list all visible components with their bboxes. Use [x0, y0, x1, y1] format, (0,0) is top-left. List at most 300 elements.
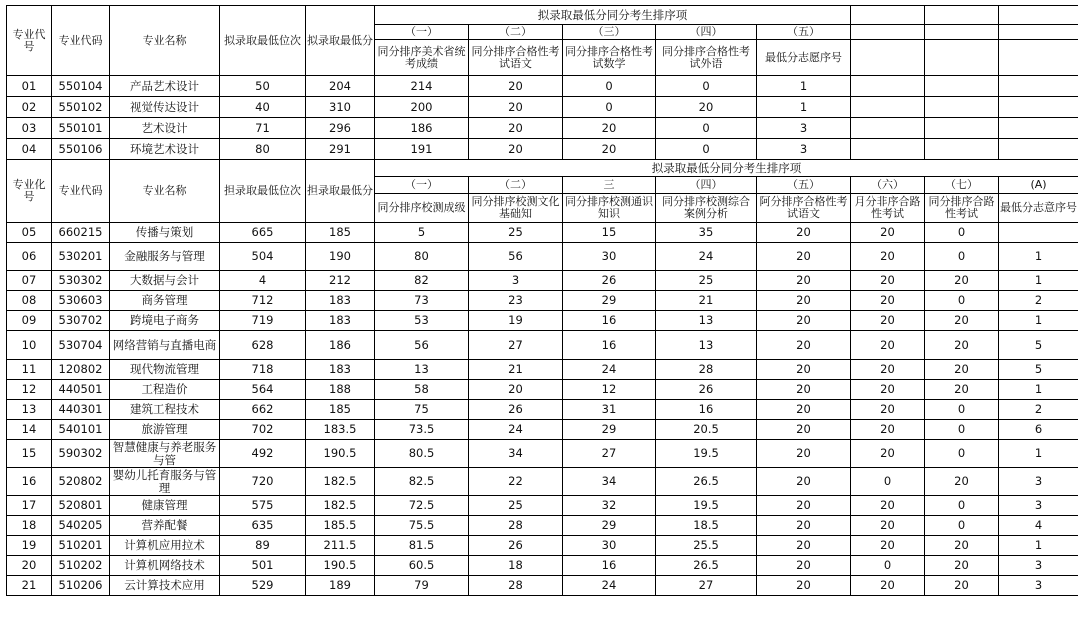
cell-sort-value: 4 [999, 516, 1079, 536]
cell-code-no: 12 [7, 380, 52, 400]
cell-min-score: 211.5 [306, 536, 375, 556]
cell-sort-value: 20 [469, 97, 563, 118]
cell-major-name: 环境艺术设计 [110, 139, 220, 160]
cell-major-name: 智慧健康与养老服务与管 [110, 440, 220, 468]
cell-sort-value: 24 [656, 243, 757, 271]
cell-major-code: 550104 [52, 76, 110, 97]
blank-cell [925, 6, 999, 25]
blank-cell [999, 40, 1079, 76]
cell-sort-value: 200 [375, 97, 469, 118]
cell-sort-value: 20 [851, 380, 925, 400]
table-row [7, 360, 1079, 380]
header-code-no: 专业化号 [7, 160, 52, 223]
cell-code-no: 05 [7, 223, 52, 243]
cell-min-score: 296 [306, 118, 375, 139]
cell-sort-value: 80.5 [375, 440, 469, 468]
cell-sort-value: 3 [999, 576, 1079, 596]
cell-major-code: 440501 [52, 380, 110, 400]
cell-min-score: 185 [306, 223, 375, 243]
cell-major-name: 现代物流管理 [110, 360, 220, 380]
cell-min-score: 185 [306, 400, 375, 420]
cell-major-name: 传播与策划 [110, 223, 220, 243]
sub-header-label: 同分排序合格性考试语文 [469, 40, 563, 76]
cell-sort-value: 16 [563, 556, 656, 576]
cell-sort-value: 0 [925, 400, 999, 420]
cell-sort-value: 25 [469, 496, 563, 516]
cell-sort-value: 186 [375, 118, 469, 139]
cell-min-rank: 89 [220, 536, 306, 556]
cell-sort-value: 22 [469, 468, 563, 496]
header-sort-group: 拟录取最低分同分考生排序项 [375, 6, 851, 25]
cell-sort-value: 20 [851, 271, 925, 291]
cell-sort-value: 1 [999, 380, 1079, 400]
cell-sort-value: 56 [375, 331, 469, 360]
blank-cell [851, 118, 925, 139]
cell-sort-value: 5 [999, 360, 1079, 380]
blank-cell [999, 97, 1079, 118]
cell-major-code: 440301 [52, 400, 110, 420]
cell-sort-value: 20 [757, 556, 851, 576]
header-min-rank: 拟录取最低位次 [220, 6, 306, 76]
cell-sort-value: 20 [757, 223, 851, 243]
cell-sort-value: 1 [757, 97, 851, 118]
cell-sort-value: 31 [563, 400, 656, 420]
table-row [7, 118, 1079, 139]
sub-header-label: 同分排序校测文化基础知 [469, 194, 563, 223]
blank-cell [851, 139, 925, 160]
cell-min-rank: 635 [220, 516, 306, 536]
cell-min-rank: 4 [220, 271, 306, 291]
cell-min-score: 185.5 [306, 516, 375, 536]
cell-sort-value: 13 [656, 331, 757, 360]
sub-header-num: （五） [757, 25, 851, 40]
sub-header-num: （四） [656, 177, 757, 194]
cell-min-score: 183.5 [306, 420, 375, 440]
cell-sort-value: 5 [999, 331, 1079, 360]
cell-sort-value: 26 [469, 400, 563, 420]
cell-sort-value: 34 [469, 440, 563, 468]
cell-sort-value: 28 [469, 516, 563, 536]
blank-cell [851, 6, 925, 25]
cell-sort-value: 28 [656, 360, 757, 380]
table-row [7, 400, 1079, 420]
table-row [7, 516, 1079, 536]
cell-sort-value: 0 [925, 291, 999, 311]
cell-sort-value: 20 [469, 76, 563, 97]
cell-major-name: 商务管理 [110, 291, 220, 311]
blank-cell [999, 6, 1079, 25]
sub-header-label: 同分排序校测成级 [375, 194, 469, 223]
cell-sort-value: 25 [469, 223, 563, 243]
cell-min-rank: 40 [220, 97, 306, 118]
table-row [7, 331, 1079, 360]
cell-major-name: 大数据与会计 [110, 271, 220, 291]
admission-score-sheet [6, 5, 1078, 642]
cell-sort-value: 0 [925, 223, 999, 243]
header-major-name: 专业名称 [110, 6, 220, 76]
cell-sort-value: 0 [925, 496, 999, 516]
cell-sort-value: 13 [375, 360, 469, 380]
sub-header-label: 同分排序校测通识知识 [563, 194, 656, 223]
cell-sort-value: 30 [563, 536, 656, 556]
cell-sort-value: 0 [925, 420, 999, 440]
cell-code-no: 16 [7, 468, 52, 496]
sub-header-num: （二） [469, 25, 563, 40]
cell-major-code: 530603 [52, 291, 110, 311]
sub-header-label: 最低分志愿序号 [757, 40, 851, 76]
sub-header-num: （四） [656, 25, 757, 40]
sub-header-num: （五） [757, 177, 851, 194]
blank-cell [851, 76, 925, 97]
cell-major-name: 产品艺术设计 [110, 76, 220, 97]
table-row [7, 311, 1079, 331]
table-row [7, 440, 1079, 468]
cell-sort-value: 32 [563, 496, 656, 516]
cell-sort-value: 20 [851, 496, 925, 516]
cell-major-code: 530302 [52, 271, 110, 291]
cell-sort-value: 214 [375, 76, 469, 97]
blank-cell [851, 40, 925, 76]
blank-cell [851, 25, 925, 40]
cell-min-score: 310 [306, 97, 375, 118]
cell-sort-value: 20 [851, 360, 925, 380]
sub-header-label: 月分非序合路性考试 [851, 194, 925, 223]
cell-sort-value: 20 [851, 400, 925, 420]
cell-major-code: 540101 [52, 420, 110, 440]
table-row [7, 536, 1079, 556]
header-major-code: 专业代码 [52, 6, 110, 76]
cell-sort-value: 28 [469, 576, 563, 596]
cell-sort-value: 21 [469, 360, 563, 380]
table-row [7, 556, 1079, 576]
cell-sort-value: 82.5 [375, 468, 469, 496]
cell-sort-value: 1 [999, 311, 1079, 331]
cell-sort-value: 24 [563, 360, 656, 380]
cell-sort-value: 1 [999, 536, 1079, 556]
cell-sort-value: 20 [851, 536, 925, 556]
cell-min-score: 186 [306, 331, 375, 360]
cell-sort-value: 27 [656, 576, 757, 596]
cell-major-name: 金融服务与管理 [110, 243, 220, 271]
blank-cell [999, 25, 1079, 40]
blank-cell [925, 118, 999, 139]
blank-cell [851, 97, 925, 118]
cell-code-no: 14 [7, 420, 52, 440]
cell-major-code: 550101 [52, 118, 110, 139]
cell-major-code: 540205 [52, 516, 110, 536]
sub-header-num: （一） [375, 25, 469, 40]
cell-code-no: 08 [7, 291, 52, 311]
cell-major-code: 520802 [52, 468, 110, 496]
cell-major-name: 艺术设计 [110, 118, 220, 139]
cell-min-score: 182.5 [306, 468, 375, 496]
cell-major-code: 660215 [52, 223, 110, 243]
table-row [7, 496, 1079, 516]
cell-code-no: 21 [7, 576, 52, 596]
cell-code-no: 03 [7, 118, 52, 139]
cell-sort-value: 3 [469, 271, 563, 291]
sub-header-label: 同分排序合路性考试 [925, 194, 999, 223]
cell-code-no: 15 [7, 440, 52, 468]
cell-sort-value: 3 [757, 139, 851, 160]
cell-sort-value: 2 [999, 291, 1079, 311]
cell-min-rank: 492 [220, 440, 306, 468]
cell-min-rank: 80 [220, 139, 306, 160]
cell-sort-value: 26 [469, 536, 563, 556]
cell-min-score: 189 [306, 576, 375, 596]
cell-sort-value: 35 [656, 223, 757, 243]
sub-header-num: （三） [563, 25, 656, 40]
table-row [7, 97, 1079, 118]
cell-sort-value: 19.5 [656, 496, 757, 516]
cell-sort-value: 24 [563, 576, 656, 596]
cell-sort-value: 3 [999, 556, 1079, 576]
cell-sort-value: 16 [563, 331, 656, 360]
cell-sort-value: 0 [656, 118, 757, 139]
cell-sort-value: 20 [925, 311, 999, 331]
cell-sort-value: 26.5 [656, 556, 757, 576]
cell-sort-value: 29 [563, 420, 656, 440]
blank-cell [999, 118, 1079, 139]
cell-sort-value: 73 [375, 291, 469, 311]
cell-sort-value: 73.5 [375, 420, 469, 440]
cell-sort-value: 72.5 [375, 496, 469, 516]
cell-min-rank: 719 [220, 311, 306, 331]
cell-min-rank: 529 [220, 576, 306, 596]
cell-major-name: 云计算技术应用 [110, 576, 220, 596]
cell-min-rank: 720 [220, 468, 306, 496]
cell-sort-value: 5 [375, 223, 469, 243]
cell-min-score: 183 [306, 291, 375, 311]
cell-sort-value: 16 [563, 311, 656, 331]
cell-sort-value: 19.5 [656, 440, 757, 468]
cell-sort-value: 0 [925, 516, 999, 536]
cell-sort-value: 20 [925, 556, 999, 576]
cell-major-name: 视觉传达设计 [110, 97, 220, 118]
blank-cell [999, 139, 1079, 160]
sub-header-num: （七） [925, 177, 999, 194]
cell-code-no: 02 [7, 97, 52, 118]
cell-sort-value: 25 [656, 271, 757, 291]
cell-code-no: 17 [7, 496, 52, 516]
cell-code-no: 13 [7, 400, 52, 420]
cell-sort-value: 20 [656, 97, 757, 118]
cell-min-score: 183 [306, 311, 375, 331]
cell-major-name: 婴幼儿托育服务与管理 [110, 468, 220, 496]
cell-min-rank: 575 [220, 496, 306, 516]
cell-sort-value: 15 [563, 223, 656, 243]
cell-major-name: 工程造价 [110, 380, 220, 400]
cell-sort-value: 6 [999, 420, 1079, 440]
cell-major-code: 590302 [52, 440, 110, 468]
cell-sort-value: 24 [469, 420, 563, 440]
header-major-code: 专业代码 [52, 160, 110, 223]
header-min-score: 担录取最低分 [306, 160, 375, 223]
cell-sort-value: 20 [757, 271, 851, 291]
cell-sort-value: 20 [925, 536, 999, 556]
cell-min-score: 190 [306, 243, 375, 271]
cell-sort-value: 3 [999, 468, 1079, 496]
cell-sort-value: 81.5 [375, 536, 469, 556]
cell-major-name: 计算机网络技术 [110, 556, 220, 576]
cell-sort-value: 56 [469, 243, 563, 271]
cell-sort-value: 20 [925, 360, 999, 380]
cell-major-code: 520801 [52, 496, 110, 516]
cell-sort-value: 13 [656, 311, 757, 331]
cell-sort-value: 20 [925, 331, 999, 360]
cell-min-rank: 702 [220, 420, 306, 440]
cell-sort-value: 20 [925, 576, 999, 596]
header-sort-group: 拟录取最低分同分考生排序项 [375, 160, 1079, 177]
cell-sort-value: 0 [925, 243, 999, 271]
table-row [7, 468, 1079, 496]
cell-min-rank: 628 [220, 331, 306, 360]
cell-sort-value: 21 [656, 291, 757, 311]
cell-sort-value: 20 [851, 516, 925, 536]
cell-sort-value: 26 [563, 271, 656, 291]
cell-major-name: 计算机应用拉术 [110, 536, 220, 556]
cell-code-no: 11 [7, 360, 52, 380]
cell-sort-value: 20 [851, 440, 925, 468]
cell-major-code: 530702 [52, 311, 110, 331]
cell-sort-value: 75 [375, 400, 469, 420]
cell-sort-value: 60.5 [375, 556, 469, 576]
cell-sort-value: 20 [757, 360, 851, 380]
cell-sort-value: 82 [375, 271, 469, 291]
sub-header-num: （二） [469, 177, 563, 194]
cell-sort-value: 20 [925, 380, 999, 400]
cell-sort-value: 2 [999, 400, 1079, 420]
blank-cell [925, 76, 999, 97]
cell-code-no: 10 [7, 331, 52, 360]
cell-major-name: 营养配餐 [110, 516, 220, 536]
cell-major-code: 530704 [52, 331, 110, 360]
cell-min-rank: 504 [220, 243, 306, 271]
cell-sort-value: 1 [999, 271, 1079, 291]
table-row [7, 223, 1079, 243]
blank-cell [925, 97, 999, 118]
cell-min-score: 190.5 [306, 440, 375, 468]
table-row [7, 420, 1079, 440]
admission-table [6, 5, 1078, 596]
cell-sort-value: 20.5 [656, 420, 757, 440]
table-row [7, 380, 1079, 400]
cell-sort-value: 0 [851, 556, 925, 576]
cell-sort-value: 20 [757, 440, 851, 468]
cell-sort-value: 3 [757, 118, 851, 139]
cell-sort-value: 53 [375, 311, 469, 331]
cell-min-score: 212 [306, 271, 375, 291]
cell-sort-value: 18 [469, 556, 563, 576]
cell-major-code: 510202 [52, 556, 110, 576]
cell-sort-value: 29 [563, 516, 656, 536]
cell-sort-value: 20 [851, 243, 925, 271]
cell-major-code: 550102 [52, 97, 110, 118]
cell-min-score: 183 [306, 360, 375, 380]
header-min-rank: 担录取最低位次 [220, 160, 306, 223]
cell-sort-value: 20 [851, 420, 925, 440]
table-row [7, 139, 1079, 160]
cell-sort-value: 20 [851, 331, 925, 360]
cell-sort-value: 20 [757, 468, 851, 496]
cell-sort-value: 20 [757, 576, 851, 596]
cell-sort-value: 20 [757, 380, 851, 400]
cell-sort-value: 30 [563, 243, 656, 271]
cell-min-rank: 50 [220, 76, 306, 97]
sub-header-num: （一） [375, 177, 469, 194]
sub-header-num: （六） [851, 177, 925, 194]
cell-min-score: 204 [306, 76, 375, 97]
cell-sort-value: 191 [375, 139, 469, 160]
sub-header-label: 阿分排序合格性考试语文 [757, 194, 851, 223]
cell-sort-value: 20 [563, 118, 656, 139]
cell-min-score: 188 [306, 380, 375, 400]
table-row [7, 291, 1079, 311]
cell-sort-value: 20 [925, 468, 999, 496]
cell-major-code: 530201 [52, 243, 110, 271]
cell-sort-value: 80 [375, 243, 469, 271]
sub-header-label: 同分排序合格性考试外语 [656, 40, 757, 76]
cell-sort-value: 19 [469, 311, 563, 331]
cell-min-rank: 712 [220, 291, 306, 311]
cell-sort-value: 26 [656, 380, 757, 400]
cell-code-no: 06 [7, 243, 52, 271]
cell-sort-value: 12 [563, 380, 656, 400]
cell-sort-value: 20 [563, 139, 656, 160]
cell-sort-value: 34 [563, 468, 656, 496]
cell-code-no: 04 [7, 139, 52, 160]
cell-sort-value: 20 [469, 139, 563, 160]
cell-sort-value: 0 [925, 440, 999, 468]
cell-sort-value: 20 [851, 311, 925, 331]
cell-major-name: 跨境电子商务 [110, 311, 220, 331]
cell-code-no: 19 [7, 536, 52, 556]
cell-sort-value: 27 [469, 331, 563, 360]
cell-sort-value [999, 223, 1079, 243]
cell-sort-value: 20 [757, 400, 851, 420]
header-code-no: 专业代号 [7, 6, 52, 76]
cell-sort-value: 20 [757, 331, 851, 360]
cell-sort-value: 23 [469, 291, 563, 311]
cell-major-code: 510201 [52, 536, 110, 556]
cell-sort-value: 1 [999, 243, 1079, 271]
cell-major-name: 健康管理 [110, 496, 220, 516]
cell-sort-value: 3 [999, 496, 1079, 516]
sub-header-label: 最低分志意序号 [999, 194, 1079, 223]
cell-major-code: 550106 [52, 139, 110, 160]
table-row [7, 243, 1079, 271]
sub-header-num: 三 [563, 177, 656, 194]
sub-header-num: (A) [999, 177, 1079, 194]
cell-sort-value: 20 [757, 516, 851, 536]
cell-major-name: 旅游管理 [110, 420, 220, 440]
blank-cell [925, 40, 999, 76]
sub-header-label: 同分排序合格性考试数学 [563, 40, 656, 76]
cell-major-name: 建筑工程技术 [110, 400, 220, 420]
table-row [7, 271, 1079, 291]
blank-cell [925, 139, 999, 160]
cell-min-rank: 665 [220, 223, 306, 243]
cell-min-rank: 501 [220, 556, 306, 576]
cell-sort-value: 18.5 [656, 516, 757, 536]
cell-sort-value: 26.5 [656, 468, 757, 496]
blank-cell [999, 76, 1079, 97]
cell-sort-value: 20 [757, 243, 851, 271]
cell-sort-value: 79 [375, 576, 469, 596]
cell-sort-value: 0 [851, 468, 925, 496]
cell-sort-value: 20 [851, 291, 925, 311]
cell-min-rank: 662 [220, 400, 306, 420]
